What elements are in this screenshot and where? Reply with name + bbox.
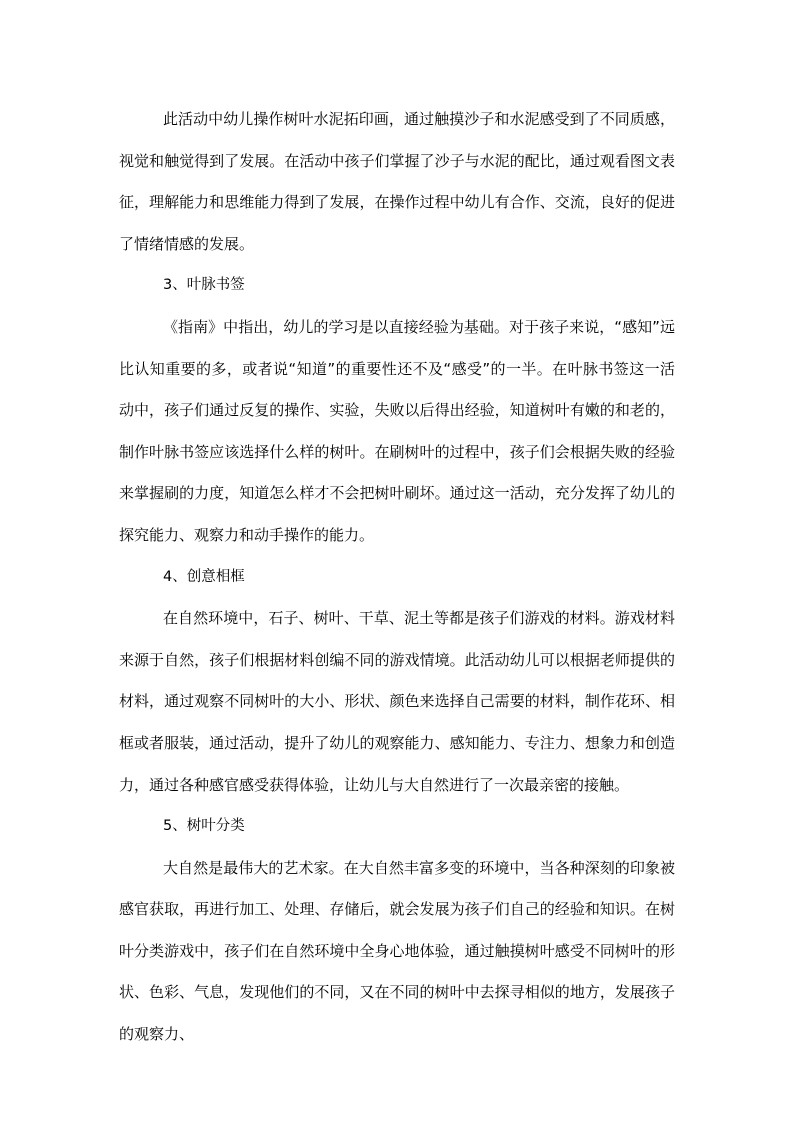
section-heading-creative-frame: 4、创意相框 — [163, 568, 245, 585]
paragraph-leaf-classification: 大自然是最伟大的艺术家。在大自然丰富多变的环境中，当各种深刻的印象被感官获取，再进行加工、处理、存储后，就会发展为孩子们自己的经验和知识。在树叶分类游戏中，孩子们在自然环境中全身心地体验，通过触摸树叶感受不同树叶的形状、色彩、气息，发现他们的不同，又在不同的树叶中去探寻相似的地方，发展孩子的观察力、 — [119, 858, 675, 1044]
paragraph-leaf-bookmark: 《指南》中指出，幼儿的学习是以直接经验为基础。对于孩子来说，“感知”远比认知重要的多，或者说“知道”的重要性还不及“感受”的一半。在叶脉书签这一活动中，孩子们通过反复的操作、实验，失败以后得出经验，知道树叶有嫩的和老的，制作叶脉书签应该选择什么样的树叶。在刷树叶的过程中，孩子们会根据失败的经验来掌握刷的力度，知道怎么样才不会把树叶刷坏。通过这一活动，充分发挥了幼儿的探究能力、观察力和动手操作的能力。 — [119, 317, 675, 544]
section-heading-leaf-classification: 5、树叶分类 — [163, 818, 245, 835]
paragraph-creative-frame: 在自然环境中，石子、树叶、干草、泥土等都是孩子们游戏的材料。游戏材料来源于自然，孩子们根据材料创编不同的游戏情境。此活动幼儿可以根据老师提供的材料，通过观察不同树叶的大小、形状、颜色来选择自己需要的材料，制作花环、相框或者服装，通过活动，提升了幼儿的观察能力、感知能力、专注力、想象力和创造力，通过各种感官感受获得体验，让幼儿与大自然进行了一次最亲密的接触。 — [119, 609, 675, 794]
paragraph-leaf-mortar-print: 此活动中幼儿操作树叶水泥拓印画，通过触摸沙子和水泥感受到了不同质感，视觉和触觉得到了发展。在活动中孩子们掌握了沙子与水泥的配比，通过观看图文表征，理解能力和思维能力得到了发展，在操作过程中幼儿有合作、交流，良好的促进了情绪情感的发展。 — [119, 110, 675, 253]
document-body — [119, 99, 675, 1056]
section-heading-leaf-bookmark: 3、叶脉书签 — [163, 277, 245, 294]
